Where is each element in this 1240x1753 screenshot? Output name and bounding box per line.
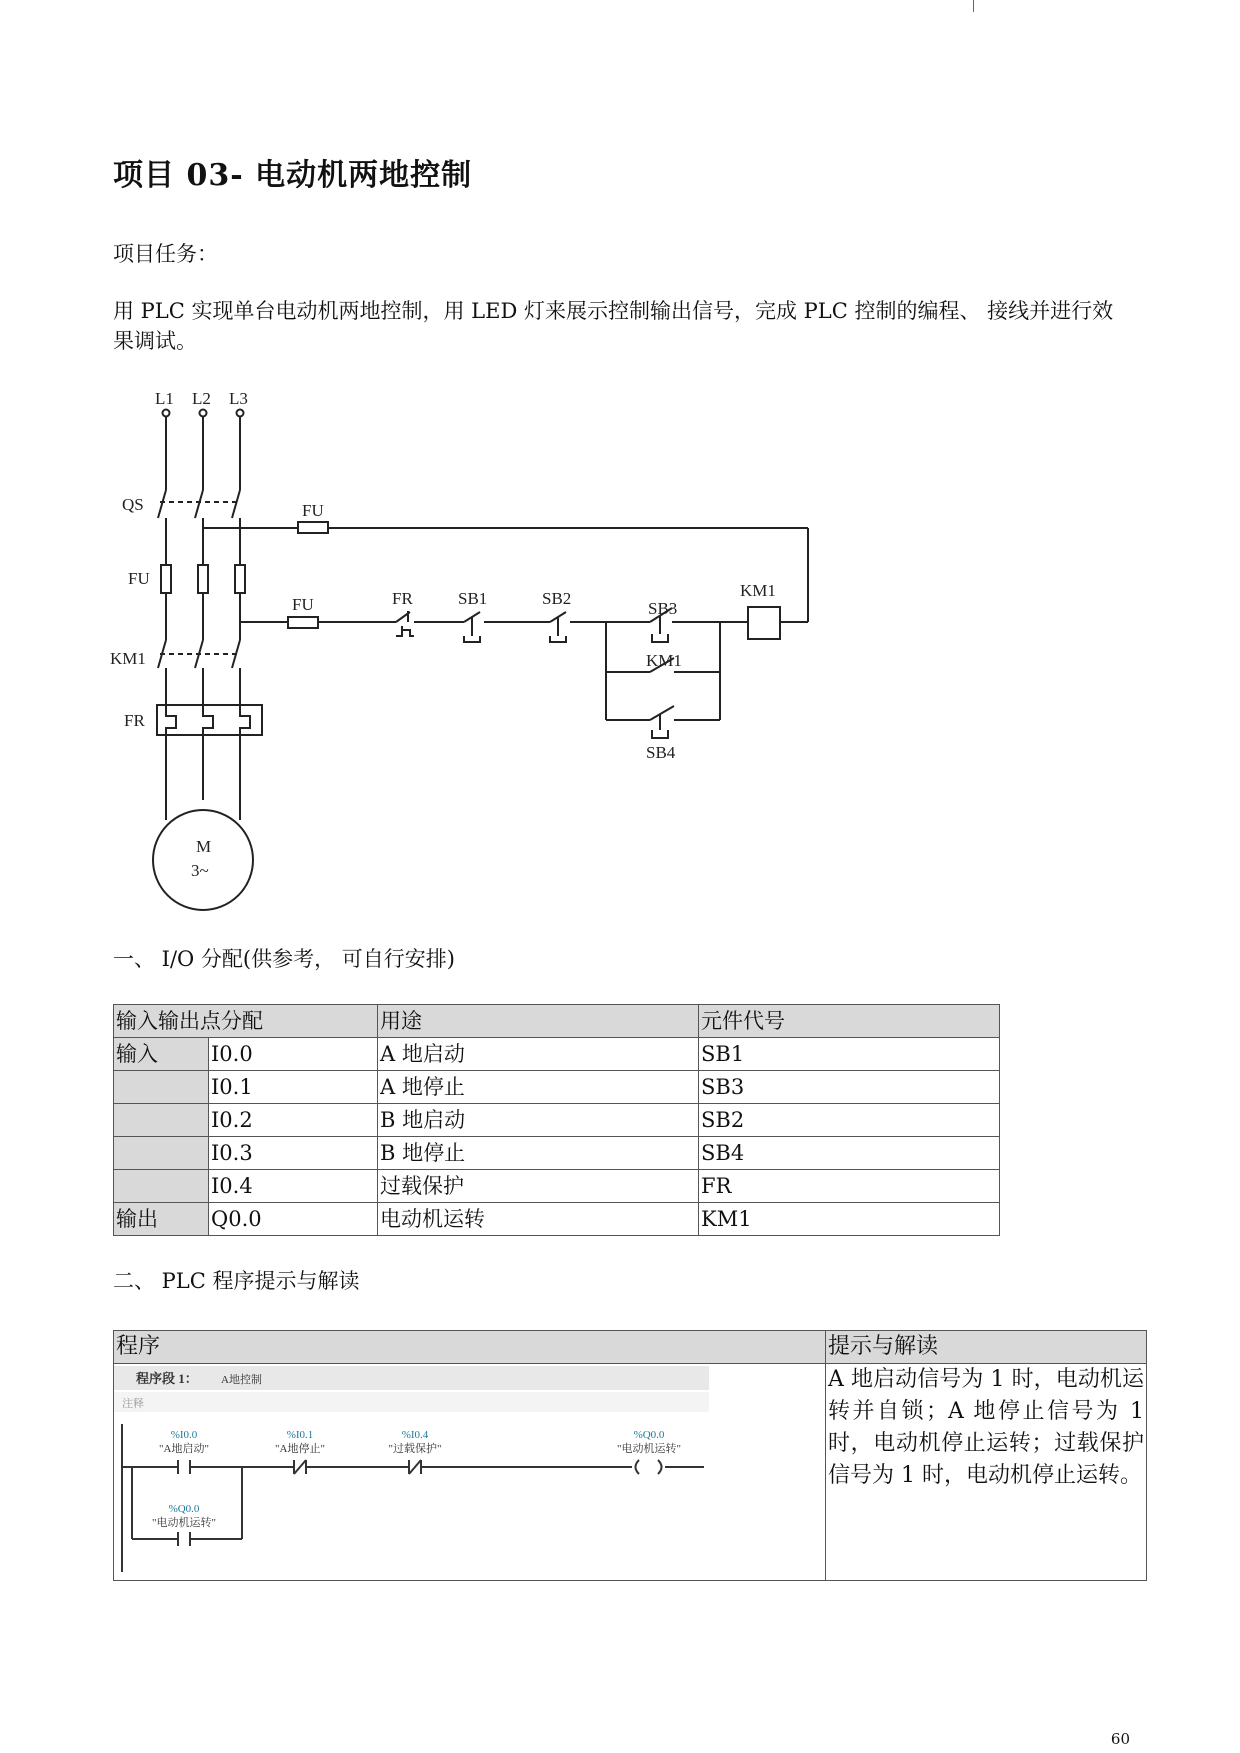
contact-addr-2: %I0.1 [286,1429,314,1441]
code-cell: SB4 [699,1137,1000,1170]
code-cell: SB1 [699,1038,1000,1071]
table-row [114,1137,1000,1170]
header-cell: 元件代号 [699,1005,1000,1038]
section-program-heading: 二、 PLC 程序提示与解读 [113,1269,360,1293]
task-label: 项目任务： [113,242,218,266]
coil-name: "电动机运转" [617,1443,681,1455]
task-text: 用 PLC 实现单台电动机两地控制，用 LED 灯来展示控制输出信号，完成 PLC 控制的编程、 接线并进行效果调试。 [113,299,1114,353]
use-cell: A 地启动 [378,1038,699,1071]
fu-label: FU [128,569,150,588]
km1-contact-label: KM1 [646,651,682,670]
ladder-diagram [114,1364,821,1574]
group-cell [114,1104,209,1137]
fu-control-label: FU [292,595,314,614]
qs-label: QS [122,495,144,514]
table-header-row [114,1005,1000,1038]
page-number: 60 [1110,1730,1130,1748]
fr-control-label: FR [392,589,413,608]
contact-name-2: "A地停止" [275,1443,325,1455]
table-row [114,1038,1000,1071]
header-cell: 输入输出点分配 [114,1005,378,1038]
motor-sub-label: 3~ [191,861,209,880]
contact-addr-3: %I0.4 [401,1429,429,1441]
coil-addr: %Q0.0 [633,1429,665,1441]
use-cell: 过载保护 [378,1170,699,1203]
table-row [114,1071,1000,1104]
group-cell [114,1071,209,1104]
sb2-label: SB2 [542,589,572,608]
contact-name-1: "A地启动" [159,1443,209,1455]
fr-label: FR [124,711,145,730]
code-cell: FR [699,1170,1000,1203]
table-row [114,1364,1147,1581]
program-table [113,1330,1147,1581]
group-cell: 输出 [114,1203,209,1236]
hint-cell: A 地启动信号为 1 时，电动机运转并自锁；A 地停止信号为 1 时，电动机停止运转；过载保护信号为 1 时，电动机停止运转。 [826,1364,1147,1581]
header-mark [973,0,974,12]
section-io-heading: 一、 I/O 分配(供参考， 可自行安排) [113,947,455,971]
header-cell: 提示与解读 [826,1331,1147,1364]
header-cell: 程序 [114,1331,826,1364]
code-cell: KM1 [699,1203,1000,1236]
sb1-label: SB1 [458,589,488,608]
code-cell: SB2 [699,1104,1000,1137]
segment-name: A地控制 [221,1374,262,1386]
addr-cell: I0.0 [209,1038,378,1071]
km1-label: KM1 [110,649,146,668]
sb4-label: SB4 [646,743,676,762]
phase-label-l2: L2 [192,389,211,408]
contact-name-3: "过载保护" [388,1443,442,1455]
fu-top-label: FU [302,501,324,520]
circuit-diagram [100,380,840,920]
table-row [114,1203,1000,1236]
code-cell: SB3 [699,1071,1000,1104]
group-cell: 输入 [114,1038,209,1071]
use-cell: A 地停止 [378,1071,699,1104]
contact-addr-1: %I0.0 [170,1429,198,1441]
phase-label-l1: L1 [155,389,174,408]
addr-cell: I0.1 [209,1071,378,1104]
use-cell: 电动机运转 [378,1203,699,1236]
parallel-addr: %Q0.0 [168,1503,200,1515]
parallel-name: "电动机运转" [152,1517,216,1529]
io-table [113,1004,1000,1236]
addr-cell: I0.4 [209,1170,378,1203]
addr-cell: I0.3 [209,1137,378,1170]
use-cell: B 地启动 [378,1104,699,1137]
header-cell: 用途 [378,1005,699,1038]
table-row [114,1104,1000,1137]
segment-label: 程序段 1： [136,1371,198,1386]
addr-cell: I0.2 [209,1104,378,1137]
sb3-label: SB3 [648,599,678,618]
motor-label: M [196,837,212,856]
km1-coil-label: KM1 [740,581,776,600]
use-cell: B 地停止 [378,1137,699,1170]
page-title: 项目 03- 电动机两地控制 [113,158,473,193]
ladder-cell [114,1364,826,1581]
table-header-row [114,1331,1147,1364]
comment-label: 注释 [122,1398,144,1410]
table-row [114,1170,1000,1203]
addr-cell: Q0.0 [209,1203,378,1236]
group-cell [114,1170,209,1203]
phase-label-l3: L3 [229,389,248,408]
group-cell [114,1137,209,1170]
